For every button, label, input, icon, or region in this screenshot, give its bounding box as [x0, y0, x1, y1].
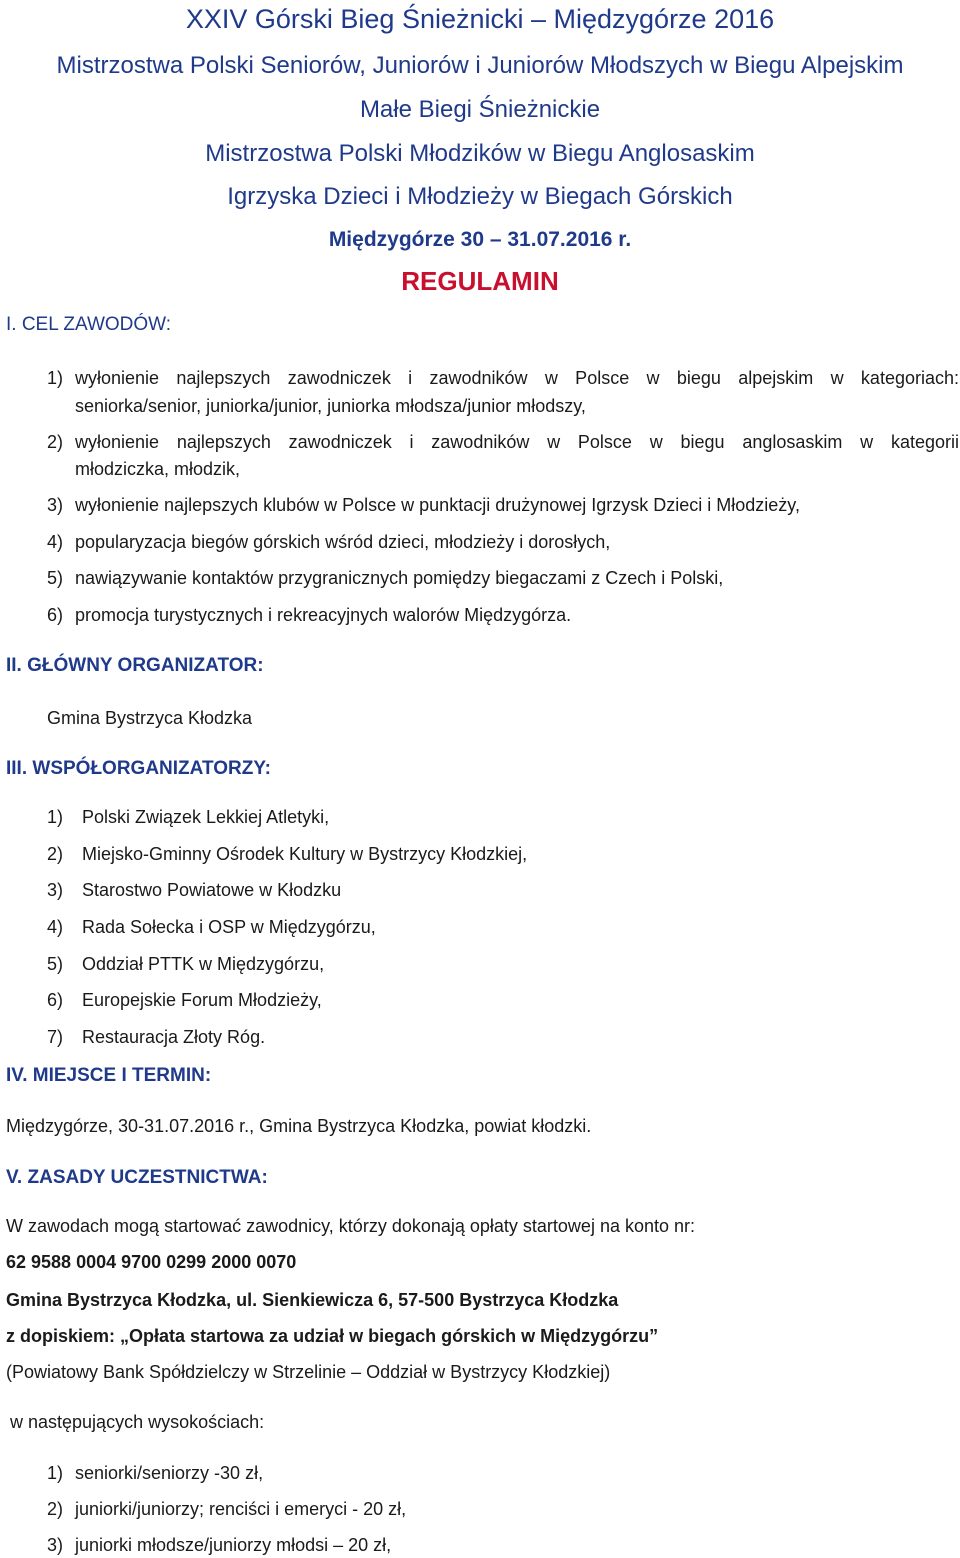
fee-item: seniorki/seniorzy -30 zł,	[75, 1463, 264, 1483]
list-item-text: nawiązywanie kontaktów przygranicznych pomiędzy biegaczami z Czech i Polski,	[75, 568, 724, 588]
section-heading-place-date: IV. MIEJSCE I TERMIN:	[6, 1065, 212, 1086]
place-date-text: Międzygórze, 30-31.07.2016 r., Gmina Bystrzyca Kłodzka, powiat kłodzki.	[6, 1116, 592, 1136]
bank-name: (Powiatowy Bank Spółdzielczy w Strzelinie – Oddział w Bystrzycy Kłodzkiej)	[6, 1362, 611, 1382]
coorganizer-item: Restauracja Złoty Róg.	[82, 1027, 266, 1047]
list-number: 1)	[47, 807, 64, 827]
list-item-text: wyłonienie najlepszych zawodniczek i zawodników w Polsce w biegu anglosaskim w kategorii	[75, 432, 959, 452]
list-number: 7)	[47, 1027, 64, 1047]
list-number: 4)	[47, 532, 64, 552]
list-number: 1)	[47, 1463, 64, 1483]
list-item-text-continued: młodziczka, młodzik,	[75, 459, 241, 479]
subtitle-championship-anglosaxon: Mistrzostwa Polski Młodzików w Biegu Anglosaskim	[205, 140, 755, 167]
list-number: 2)	[47, 844, 64, 864]
list-number: 3)	[47, 495, 64, 515]
subtitle-championship-alpine: Mistrzostwa Polski Seniorów, Juniorów i Juniorów Młodszych w Biegu Alpejskim	[56, 52, 904, 79]
coorganizer-item: Rada Sołecka i OSP w Międzygórzu,	[82, 917, 376, 937]
section-heading-goal: I. CEL ZAWODÓW:	[6, 314, 172, 335]
list-number: 3)	[47, 880, 64, 900]
bank-account-number: 62 9588 0004 9700 0299 2000 0070	[6, 1252, 297, 1272]
list-item-text: wyłonienie najlepszych klubów w Polsce w punktacji drużynowej Igrzysk Dzieci i Młodzieży,	[75, 495, 800, 515]
list-number: 4)	[47, 917, 64, 937]
fee-heights-label: w następujących wysokościach:	[10, 1412, 265, 1432]
payment-note: z dopiskiem: „Opłata startowa za udział w biegach górskich w Międzygórzu”	[6, 1326, 659, 1346]
event-dates: Międzygórze 30 – 31.07.2016 r.	[328, 228, 632, 251]
section-heading-coorganizers: III. WSPÓŁORGANIZATORZY:	[6, 758, 271, 779]
coorganizer-item: Polski Związek Lekkiej Atletyki,	[82, 807, 330, 827]
payee-address: Gmina Bystrzyca Kłodzka, ul. Sienkiewicza 6, 57-500 Bystrzyca Kłodzka	[6, 1290, 619, 1310]
section-heading-organizer: II. GŁÓWNY ORGANIZATOR:	[6, 655, 264, 676]
coorganizer-item: Europejskie Forum Młodzieży,	[82, 990, 322, 1010]
subtitle-youth-games: Igrzyska Dzieci i Młodzieży w Biegach Górskich	[227, 183, 733, 210]
regulamin-heading: REGULAMIN	[401, 266, 559, 296]
list-number: 6)	[47, 605, 64, 625]
list-number: 5)	[47, 954, 64, 974]
fee-item: juniorki/juniorzy; renciści i emeryci - 20 zł,	[75, 1499, 407, 1519]
section-heading-participation: V. ZASADY UCZESTNICTWA:	[6, 1167, 268, 1188]
list-number: 5)	[47, 568, 64, 588]
list-number: 3)	[47, 1535, 64, 1555]
participation-intro: W zawodach mogą startować zawodnicy, którzy dokonają opłaty startowej na konto nr:	[6, 1216, 696, 1236]
coorganizer-item: Starostwo Powiatowe w Kłodzku	[82, 880, 342, 900]
document-title: XXIV Górski Bieg Śnieżnicki – Międzygórze 2016	[185, 4, 775, 34]
list-number: 2)	[47, 432, 64, 452]
list-number: 6)	[47, 990, 64, 1010]
list-item-text: promocja turystycznych i rekreacyjnych walorów Międzygórza.	[75, 605, 572, 625]
fee-item: juniorki młodsze/juniorzy młodsi – 20 zł,	[75, 1535, 392, 1555]
list-item-text-continued: seniorka/senior, juniorka/junior, juniorka młodsza/junior młodszy,	[75, 396, 586, 416]
coorganizer-item: Oddział PTTK w Międzygórzu,	[82, 954, 325, 974]
list-item-text: popularyzacja biegów górskich wśród dzieci, młodzieży i dorosłych,	[75, 532, 611, 552]
organizer-name: Gmina Bystrzyca Kłodzka	[47, 708, 253, 728]
list-number: 1)	[47, 368, 64, 388]
subtitle-small-runs: Małe Biegi Śnieżnickie	[359, 96, 601, 123]
list-number: 2)	[47, 1499, 64, 1519]
coorganizer-item: Miejsko-Gminny Ośrodek Kultury w Bystrzycy Kłodzkiej,	[82, 844, 528, 864]
list-item-text: wyłonienie najlepszych zawodniczek i zawodników w Polsce w biegu alpejskim w kategoriach:	[75, 368, 959, 388]
